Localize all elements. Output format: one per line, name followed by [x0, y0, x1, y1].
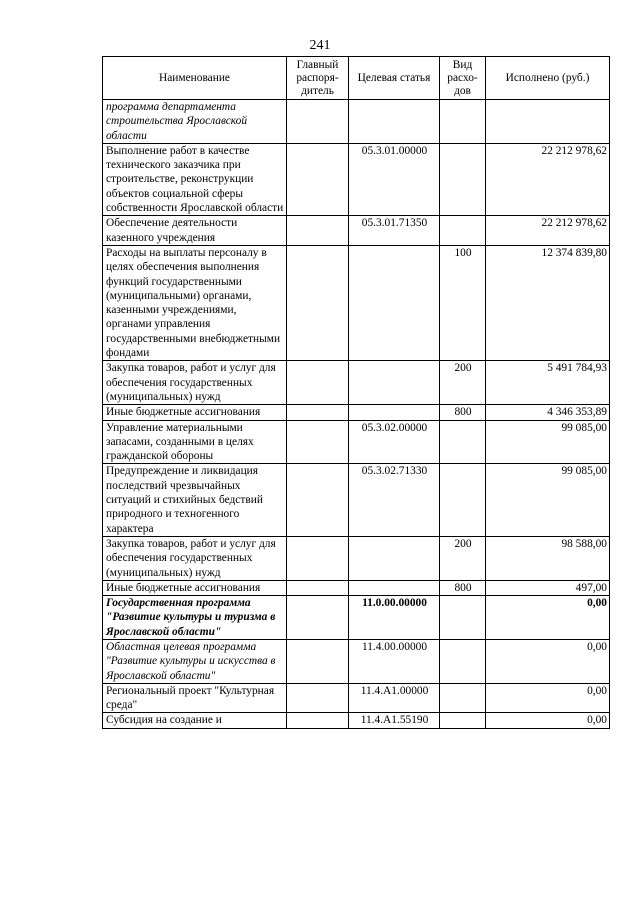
table-row [103, 536, 610, 580]
cell-target [349, 100, 440, 144]
cell-type [440, 596, 486, 640]
cell-type: 100 [440, 245, 486, 360]
header-admin: Главный распоря-дитель [287, 57, 349, 100]
cell-name: программа департамента строительства Ярославской области [103, 100, 287, 144]
cell-target: 05.3.02.71330 [349, 464, 440, 536]
cell-type: 200 [440, 536, 486, 580]
cell-admin [287, 245, 349, 360]
cell-type [440, 143, 486, 215]
cell-admin [287, 100, 349, 144]
cell-type: 800 [440, 405, 486, 420]
cell-name: Управление материальными запасами, созданными в целях гражданской обороны [103, 420, 287, 464]
header-name: Наименование [103, 57, 287, 100]
cell-amount: 0,00 [486, 596, 610, 640]
table-row [103, 216, 610, 246]
cell-name: Расходы на выплаты персоналу в целях обеспечения выполнения функций государственными (муниципальными) органами, казенными учреждениями, органами управления государственными внебюджетными фондами [103, 245, 287, 360]
cell-target: 05.3.01.71350 [349, 216, 440, 246]
cell-type [440, 216, 486, 246]
cell-name: Обеспечение деятельности казенного учреждения [103, 216, 287, 246]
cell-amount: 99 085,00 [486, 420, 610, 464]
table-row [103, 405, 610, 420]
table-body [103, 100, 610, 729]
cell-amount: 12 374 839,80 [486, 245, 610, 360]
cell-admin [287, 639, 349, 683]
cell-type: 200 [440, 361, 486, 405]
cell-type [440, 639, 486, 683]
table-row [103, 245, 610, 360]
cell-amount: 99 085,00 [486, 464, 610, 536]
cell-target: 11.4.A1.00000 [349, 683, 440, 713]
cell-target [349, 405, 440, 420]
table-row [103, 683, 610, 713]
cell-name: Субсидия на создание и [103, 713, 287, 728]
cell-name: Иные бюджетные ассигнования [103, 405, 287, 420]
cell-amount: 4 346 353,89 [486, 405, 610, 420]
page-number: 241 [309, 38, 331, 53]
cell-admin [287, 420, 349, 464]
cell-name: Выполнение работ в качестве технического заказчика при строительстве, реконструкции объектов социальной сферы собственности Ярославской области [103, 143, 287, 215]
cell-admin [287, 464, 349, 536]
table-row [103, 596, 610, 640]
cell-target [349, 536, 440, 580]
cell-type [440, 683, 486, 713]
cell-amount: 98 588,00 [486, 536, 610, 580]
cell-admin [287, 596, 349, 640]
cell-name: Региональный проект "Культурная среда" [103, 683, 287, 713]
cell-admin [287, 683, 349, 713]
table-header-row [103, 57, 610, 100]
cell-type [440, 713, 486, 728]
header-target: Целевая статья [349, 57, 440, 100]
cell-admin [287, 361, 349, 405]
table-row [103, 713, 610, 728]
cell-admin [287, 405, 349, 420]
cell-type [440, 464, 486, 536]
cell-amount: 497,00 [486, 580, 610, 595]
table-row [103, 639, 610, 683]
cell-amount: 22 212 978,62 [486, 143, 610, 215]
header-amount: Исполнено (руб.) [486, 57, 610, 100]
cell-name: Иные бюджетные ассигнования [103, 580, 287, 595]
cell-amount [486, 100, 610, 144]
cell-admin [287, 580, 349, 595]
cell-target [349, 245, 440, 360]
cell-amount: 22 212 978,62 [486, 216, 610, 246]
table-row [103, 143, 610, 215]
cell-type [440, 420, 486, 464]
cell-name: Государственная программа "Развитие культуры и туризма в Ярославской области" [103, 596, 287, 640]
table-row [103, 361, 610, 405]
cell-type [440, 100, 486, 144]
table-row [103, 420, 610, 464]
cell-admin [287, 536, 349, 580]
table-row [103, 580, 610, 595]
cell-admin [287, 143, 349, 215]
cell-target: 05.3.02.00000 [349, 420, 440, 464]
cell-target: 11.4.00.00000 [349, 639, 440, 683]
cell-target [349, 580, 440, 595]
table-row [103, 464, 610, 536]
cell-admin [287, 713, 349, 728]
budget-execution-table [102, 56, 610, 729]
table-row [103, 100, 610, 144]
cell-target: 05.3.01.00000 [349, 143, 440, 215]
cell-name: Предупреждение и ликвидация последствий чрезвычайных ситуаций и стихийных бедствий природного и техногенного характера [103, 464, 287, 536]
cell-name: Областная целевая программа "Развитие культуры и искусства в Ярославской области" [103, 639, 287, 683]
cell-name: Закупка товаров, работ и услуг для обеспечения государственных (муниципальных) нужд [103, 361, 287, 405]
header-type: Вид расхо-дов [440, 57, 486, 100]
cell-amount: 0,00 [486, 639, 610, 683]
cell-name: Закупка товаров, работ и услуг для обеспечения государственных (муниципальных) нужд [103, 536, 287, 580]
cell-target: 11.0.00.00000 [349, 596, 440, 640]
cell-amount: 5 491 784,93 [486, 361, 610, 405]
cell-target: 11.4.A1.55190 [349, 713, 440, 728]
cell-admin [287, 216, 349, 246]
cell-target [349, 361, 440, 405]
cell-amount: 0,00 [486, 683, 610, 713]
cell-amount: 0,00 [486, 713, 610, 728]
cell-type: 800 [440, 580, 486, 595]
